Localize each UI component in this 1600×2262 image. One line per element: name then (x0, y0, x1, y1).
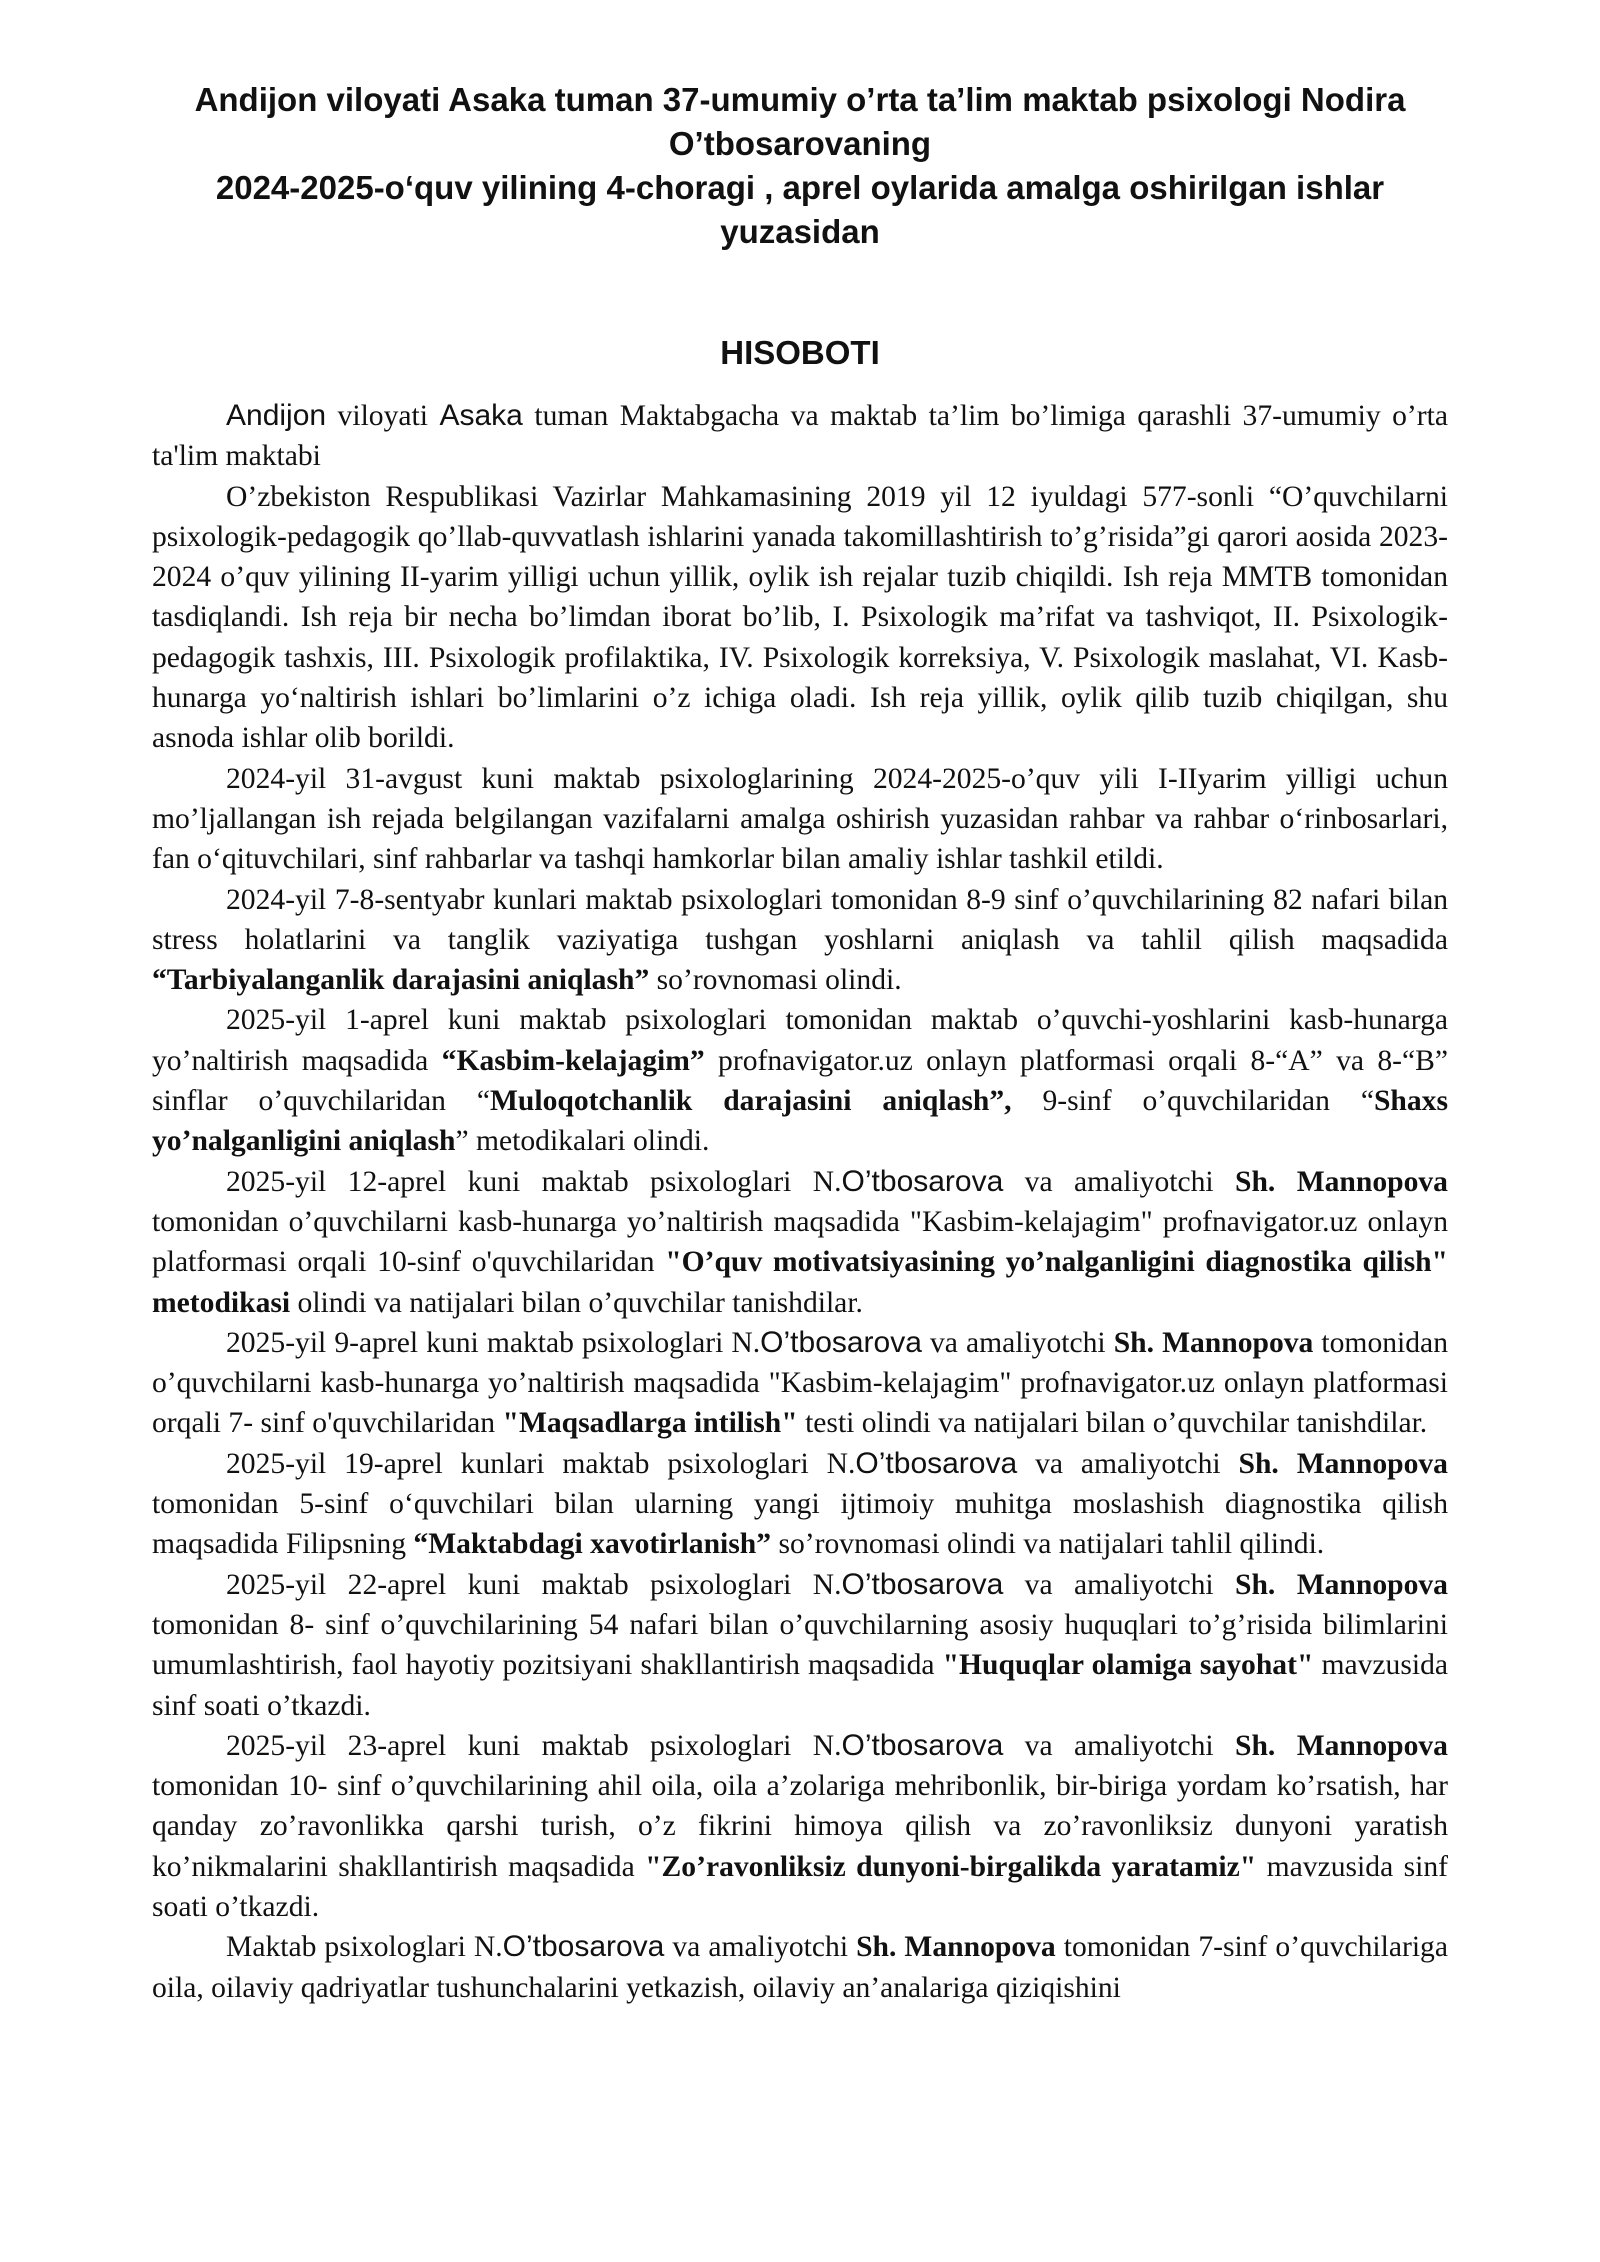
paragraph-april-12: 2025-yil 12-aprel kuni maktab psixologlari N.O’tbosarova va amaliyotchi Sh. Mannopova tomonidan o’quvchilarni kasb-hunarga yo’naltirish maqsadida "Kasbim-kelajagim" profnavigator.uz onlayn platformasi orqali 10-sinf o'quvchilaridan "O’quv motivatsiyasining yo’nalganligini diagnostika qilish" metodikasi olindi va natijalari bilan o’quvchilar tanishdilar. (152, 1164, 1448, 1319)
paragraph-intro: Andijon viloyati Asaka tuman Maktabgacha va maktab ta’lim bo’limiga qarashli 37-umumiy o’rta ta'lim maktabi (152, 399, 1448, 473)
paragraph-grade-7-family: Maktab psixologlari N.O’tbosarova va amaliyotchi Sh. Mannopova tomonidan 7-sinf o’quvchilariga oila, oilaviy qadriyatlar tushunchalarini yetkazish, oilaviy an’analariga qiziqishini (152, 1930, 1448, 2004)
report-body (152, 396, 1448, 2008)
paragraph-work-plan: O’zbekiston Respublikasi Vazirlar Mahkamasining 2019 yil 12 iyuldagi 577-sonli “O’quvchilarni psixologik-pedagogik qo’llab-quvvatlash ishlarini yanada takomillashtirish to’g’risida”gi qarori aosida 2023-2024 o’quv yilining II-yarim yilligi uchun yillik, oylik ish rejalar tuzib chiqildi. Ish reja MMTB tomonidan tasdiqlandi. Ish reja bir necha bo’limdan iborat bo’lib, I. Psixologik ma’rifat va tashviqot, II. Psixologik-pedagogik tashxis, III. Psixologik profilaktika, IV. Psixologik korreksiya, V. Psixologik maslahat, VI. Kasb-hunarga yo‘naltirish ishlari bo’limlarini o’z ichiga oladi. Ish reja yillik, oylik qilib tuzib chiqilgan, shu asnoda ishlar olib borildi. (152, 480, 1448, 755)
paragraph-april-1: 2025-yil 1-aprel kuni maktab psixologlari tomonidan maktab o’quvchi-yoshlarini kasb-hunarga yo’naltirish maqsadida “Kasbim-kelajagim” profnavigator.uz onlayn platformasi orqali 8-“A” va 8-“B” sinflar o’quvchilaridan “Muloqotchanlik darajasini aniqlash”, 9-sinf o’quvchilaridan “Shaxs yo’nalganligini aniqlash” metodikalari olindi. (152, 1004, 1448, 1158)
title-line-1: Andijon viloyati Asaka tuman 37-umumiy o’rta ta’lim maktab psixologi Nodira (194, 81, 1406, 118)
paragraph-april-23: 2025-yil 23-aprel kuni maktab psixologlari N.O’tbosarova va amaliyotchi Sh. Mannopova tomonidan 10- sinf o’quvchilarining ahil oila, oila a’zolariga mehribonlik, bir-biriga yordam ko’rsatish, har qanday zo’ravonlikka qarshi turish, o’z fikrini himoya qilish va zo’ravonliksiz dunyoni yaratish ko’nikmalarini shakllantirish maqsadida "Zo’ravonliksiz dunyoni-birgalikda yaratamiz" mavzusida sinf soati o’tkazdi. (152, 1728, 1449, 1923)
paragraph-september: 2024-yil 7-8-sentyabr kunlari maktab psixologlari tomonidan 8-9 sinf o’quvchilarining 82 nafari bilan stress holatlarini va tanglik vaziyatiga tushgan yoshlarni aniqlash va tahlil qilish maqsadida “Tarbiyalanganlik darajasini aniqlash” so’rovnomasi olindi. (152, 883, 1448, 997)
title-line-4: yuzasidan (720, 213, 880, 250)
paragraph-august-31: 2024-yil 31-avgust kuni maktab psixologlarining 2024-2025-o’quv yili I-IIyarim yilligi uchun mo’ljallangan ish rejada belgilangan vazifalarni amalga oshirish yuzasidan rahbar va rahbar o‘rinbosarlari, fan o‘qituvchilari, sinf rahbarlar va tashqi hamkorlar bilan amaliy ishlar tashkil etildi. (152, 762, 1448, 876)
paragraph-april-19: 2025-yil 19-aprel kunlari maktab psixologlari N.O’tbosarova va amaliyotchi Sh. Mannopova tomonidan 5-sinf o‘quvchilari bilan ularning yangi ijtimoiy muhitga moslashish diagnostika qilish maqsadida Filipsning “Maktabdagi xavotirlanish” so’rovnomasi olindi va natijalari tahlil qilindi. (152, 1446, 1448, 1561)
paragraph-april-22: 2025-yil 22-aprel kuni maktab psixologlari N.O’tbosarova va amaliyotchi Sh. Mannopova tomonidan 8- sinf o’quvchilarining 54 nafari bilan o’quvchilarning asosiy huquqlari to’g’risida bilimlarini umumlashtirish, faol hayotiy pozitsiyani shakllantirish maqsadida "Huquqlar olamiga sayohat" mavzusida sinf soati o’tkazdi. (152, 1567, 1449, 1722)
document-title (192, 78, 1408, 254)
title-line-2: O’tbosarovaning (668, 125, 932, 162)
report-heading: HISOBOTI (720, 334, 880, 371)
paragraph-april-9: 2025-yil 9-aprel kuni maktab psixologlari N.O’tbosarova va amaliyotchi Sh. Mannopova tomonidan o’quvchilarni kasb-hunarga yo’naltirish maqsadida "Kasbim-kelajagim" profnavigator.uz onlayn platformasi orqali 7- sinf o'quvchilaridan "Maqsadlarga intilish" testi olindi va natijalari bilan o’quvchilar tanishdilar. (152, 1325, 1448, 1440)
title-line-3: 2024-2025-o‘quv yilining 4-choragi , aprel oylarida amalga oshirilgan ishlar (215, 169, 1385, 206)
